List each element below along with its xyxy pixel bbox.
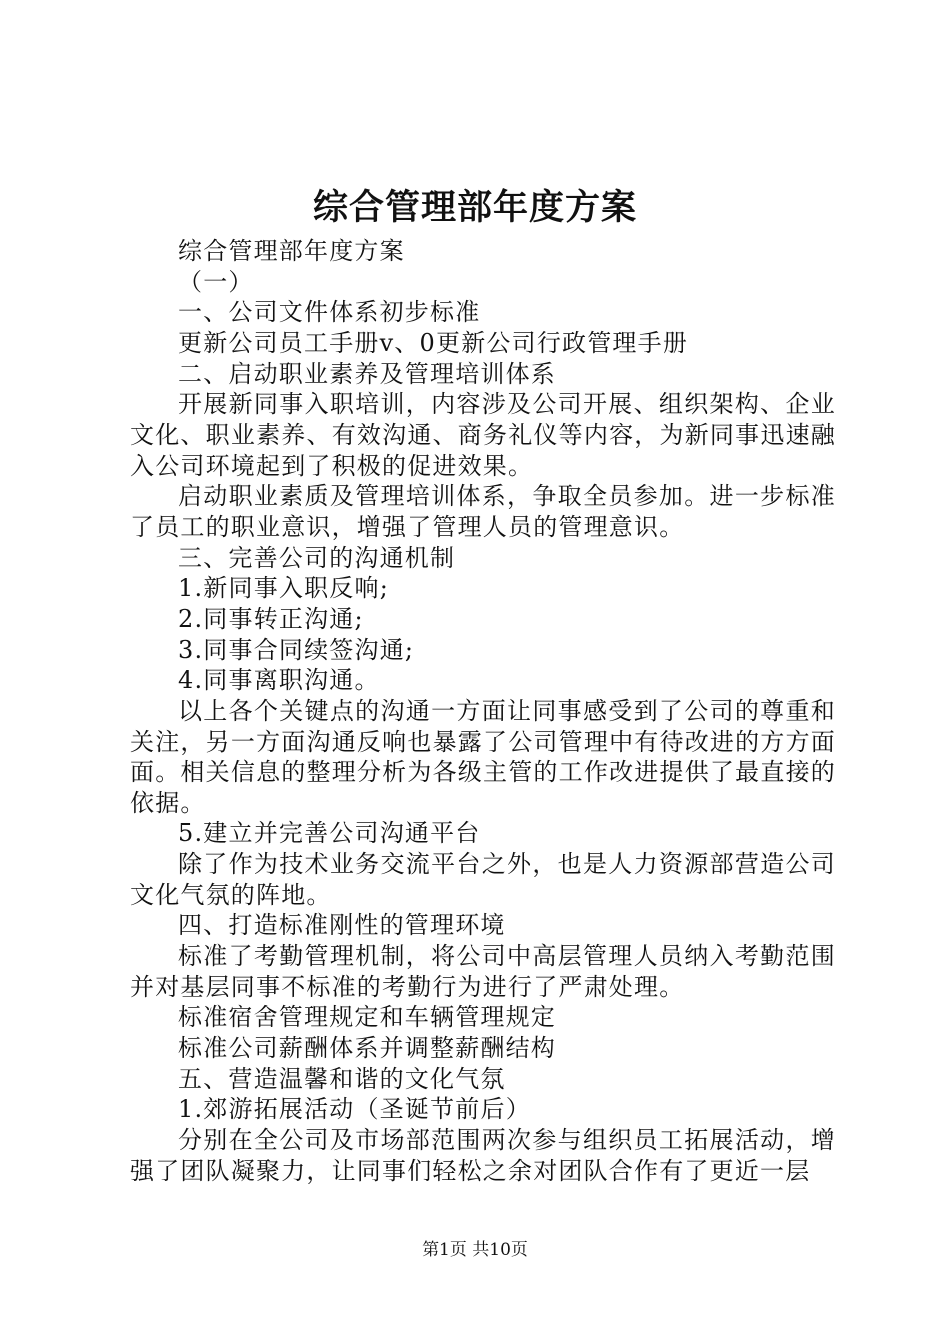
list-item: 3.同事合同续签沟通; [178, 635, 415, 664]
paragraph: 标准宿舍管理规定和车辆管理规定 [178, 1003, 556, 1032]
paragraph: 综合管理部年度方案 [178, 237, 405, 265]
section-heading: 五、营造温馨和谐的文化气氛 [178, 1064, 506, 1093]
section-heading: 三、完善公司的沟通机制 [178, 543, 456, 572]
section-heading: 一、公司文件体系初步标准 [178, 298, 481, 327]
paragraph: 开展新同事入职培训，内容涉及公司开展、组织架构、企业文化、职业素养、有效沟通、商务礼仪等内容，为新同事迅速融入公司环境起到了积极的促进效果。 [130, 390, 836, 480]
paragraph: 除了作为技术业务交流平台之外，也是人力资源部营造公司文化气氛的阵地。 [130, 850, 836, 909]
paragraph: 更新公司员工手册v、0更新公司行政管理手册 [178, 328, 689, 357]
paragraph: 分别在全公司及市场部范围两次参与组织员工拓展活动，增强了团队凝聚力，让同事们轻松之余对团队合作有了更近一层 [130, 1126, 836, 1185]
paragraph: 标准公司薪酬体系并调整薪酬结构 [178, 1034, 556, 1063]
section-heading: 四、打造标准刚性的管理环境 [178, 911, 506, 940]
list-item: 2.同事转正沟通; [178, 604, 364, 633]
list-item: 1.新同事入职反响; [178, 574, 389, 603]
paragraph: 标准了考勤管理机制，将公司中高层管理人员纳入考勤范围并对基层同事不标准的考勤行为进行了严肃处理。 [130, 942, 836, 1001]
document-body [130, 236, 836, 1186]
page-number: 第1页 共10页 [422, 1240, 528, 1260]
document-title: 综合管理部年度方案 [312, 187, 637, 228]
list-item: 1.郊游拓展活动（圣诞节前后） [178, 1095, 531, 1124]
paragraph: （一） [178, 267, 254, 296]
paragraph: 以上各个关键点的沟通一方面让同事感受到了公司的尊重和关注，另一方面沟通反响也暴露了公司管理中有待改进的方方面面。相关信息的整理分析为各级主管的工作改进提供了最直接的依据。 [130, 696, 836, 817]
paragraph: 启动职业素质及管理培训体系，争取全员参加。进一步标准了员工的职业意识，增强了管理人员的管理意识。 [130, 482, 836, 541]
list-item: 5.建立并完善公司沟通平台 [178, 819, 481, 848]
section-heading: 二、启动职业素养及管理培训体系 [178, 359, 556, 388]
list-item: 4.同事离职沟通。 [178, 666, 380, 695]
